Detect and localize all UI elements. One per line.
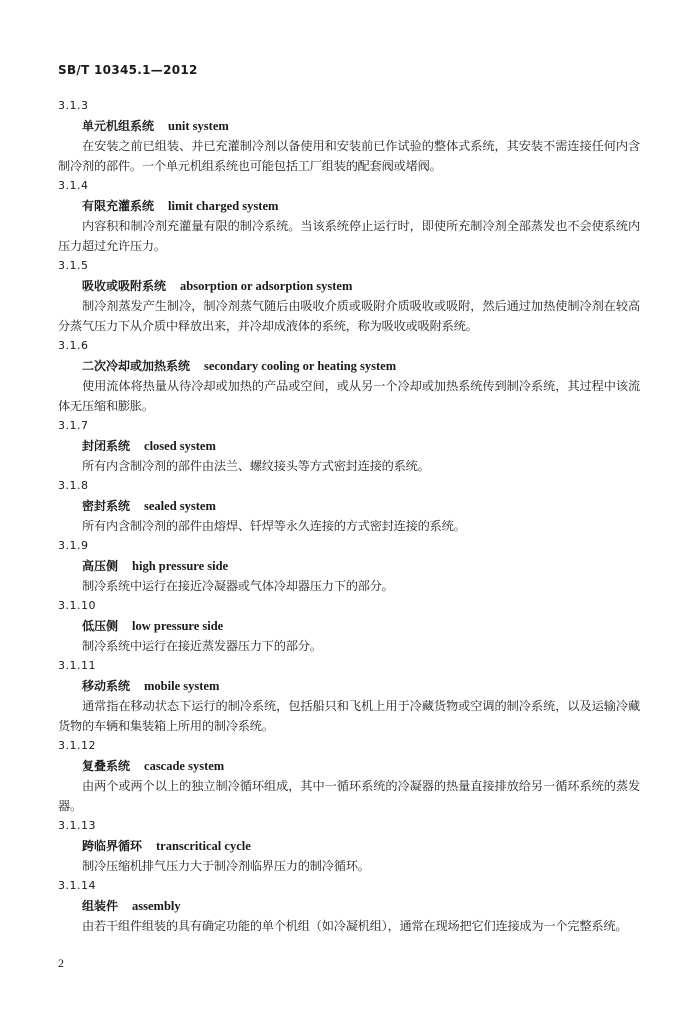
term-chinese: 密封系统 (82, 499, 131, 513)
clause-term (58, 196, 640, 216)
clause-definition: 由若干组件组装的具有确定功能的单个机组（如冷凝机组），通常在现场把它们连接成为一个完整系统。 (82, 919, 628, 933)
clause (58, 96, 640, 176)
term-english: high pressure side (132, 559, 229, 573)
clause-term (58, 676, 640, 696)
clause-number: 3.1.9 (58, 539, 89, 552)
term-chinese: 复叠系统 (82, 759, 131, 773)
clause-definition: 制冷系统中运行在接近蒸发器压力下的部分。 (82, 639, 322, 653)
term-chinese: 高压侧 (82, 559, 119, 573)
clause-term (58, 616, 640, 636)
term-english: closed system (144, 439, 216, 453)
clause-number: 3.1.11 (58, 659, 96, 672)
term-english: mobile system (144, 679, 220, 693)
clause-definition: 制冷系统中运行在接近冷凝器或气体冷却器压力下的部分。 (82, 579, 394, 593)
clause-number: 3.1.4 (58, 179, 89, 192)
term-chinese: 低压侧 (82, 619, 119, 633)
clause-number: 3.1.13 (58, 819, 96, 832)
clause (58, 876, 640, 936)
clause-term (58, 496, 640, 516)
clause (58, 256, 640, 336)
term-chinese: 移动系统 (82, 679, 131, 693)
clause-definition: 由两个或两个以上的独立制冷循环组成，其中一循环系统的冷凝器的热量直接排放给另一循环系统的蒸发器。 (58, 779, 640, 813)
clause-term (58, 116, 640, 136)
term-chinese: 吸收或吸附系统 (82, 279, 167, 293)
clause-definition: 使用流体将热量从待冷却或加热的产品或空间，或从另一个冷却或加热系统传到制冷系统，其过程中该流体无压缩和膨胀。 (58, 379, 640, 413)
clause-term (58, 276, 640, 296)
clause-definition: 在安装之前已组装、并已充灌制冷剂以备使用和安装前已作试验的整体式系统，其安装不需连接任何内含制冷剂的部件。一个单元机组系统也可能包括工厂组装的配套阀或堵阀。 (58, 139, 640, 173)
clause-number: 3.1.14 (58, 879, 96, 892)
clause (58, 176, 640, 256)
term-english: transcritical cycle (156, 839, 251, 853)
clause-number: 3.1.12 (58, 739, 96, 752)
clause-term (58, 436, 640, 456)
clause-definition: 制冷压缩机排气压力大于制冷剂临界压力的制冷循环。 (82, 859, 370, 873)
clause (58, 476, 640, 536)
term-english: cascade system (144, 759, 225, 773)
clause-number: 3.1.10 (58, 599, 96, 612)
clause-list (58, 96, 640, 936)
clause-term (58, 756, 640, 776)
standard-code: SB/T 10345.1—2012 (58, 63, 198, 77)
clause (58, 656, 640, 736)
term-chinese: 有限充灌系统 (82, 199, 155, 213)
term-chinese: 跨临界循环 (82, 839, 143, 853)
term-english: limit charged system (168, 199, 279, 213)
clause (58, 736, 640, 816)
clause-term (58, 356, 640, 376)
clause-number: 3.1.7 (58, 419, 89, 432)
term-chinese: 组装件 (82, 899, 119, 913)
clause (58, 596, 640, 656)
clause (58, 816, 640, 876)
clause-term (58, 896, 640, 916)
term-english: secondary cooling or heating system (204, 359, 397, 373)
clause (58, 536, 640, 596)
term-english: unit system (168, 119, 229, 133)
clause (58, 416, 640, 476)
page-number: 2 (58, 956, 64, 970)
term-chinese: 二次冷却或加热系统 (82, 359, 191, 373)
term-english: assembly (132, 899, 181, 913)
term-chinese: 封闭系统 (82, 439, 131, 453)
term-english: sealed system (144, 499, 216, 513)
term-english: low pressure side (132, 619, 224, 633)
clause-definition: 通常指在移动状态下运行的制冷系统，包括船只和飞机上用于冷藏货物或空调的制冷系统，以及运输冷藏货物的车辆和集装箱上所用的制冷系统。 (58, 699, 640, 733)
term-english: absorption or adsorption system (180, 279, 353, 293)
clause-number: 3.1.5 (58, 259, 89, 272)
clause-term (58, 836, 640, 856)
clause-number: 3.1.3 (58, 99, 89, 112)
clause-definition: 所有内含制冷剂的部件由法兰、螺纹接头等方式密封连接的系统。 (82, 459, 430, 473)
clause-definition: 所有内含制冷剂的部件由熔焊、钎焊等永久连接的方式密封连接的系统。 (82, 519, 466, 533)
clause-definition: 内容积和制冷剂充灌量有限的制冷系统。当该系统停止运行时，即使所充制冷剂全部蒸发也不会使系统内压力超过允许压力。 (58, 219, 640, 253)
clause (58, 336, 640, 416)
clause-number: 3.1.8 (58, 479, 89, 492)
clause-definition: 制冷剂蒸发产生制冷，制冷剂蒸气随后由吸收介质或吸附介质吸收或吸附，然后通过加热使制冷剂在较高分蒸气压力下从介质中释放出来，并冷却成液体的系统，称为吸收或吸附系统。 (58, 299, 640, 333)
clause-term (58, 556, 640, 576)
term-chinese: 单元机组系统 (82, 119, 155, 133)
clause-number: 3.1.6 (58, 339, 89, 352)
